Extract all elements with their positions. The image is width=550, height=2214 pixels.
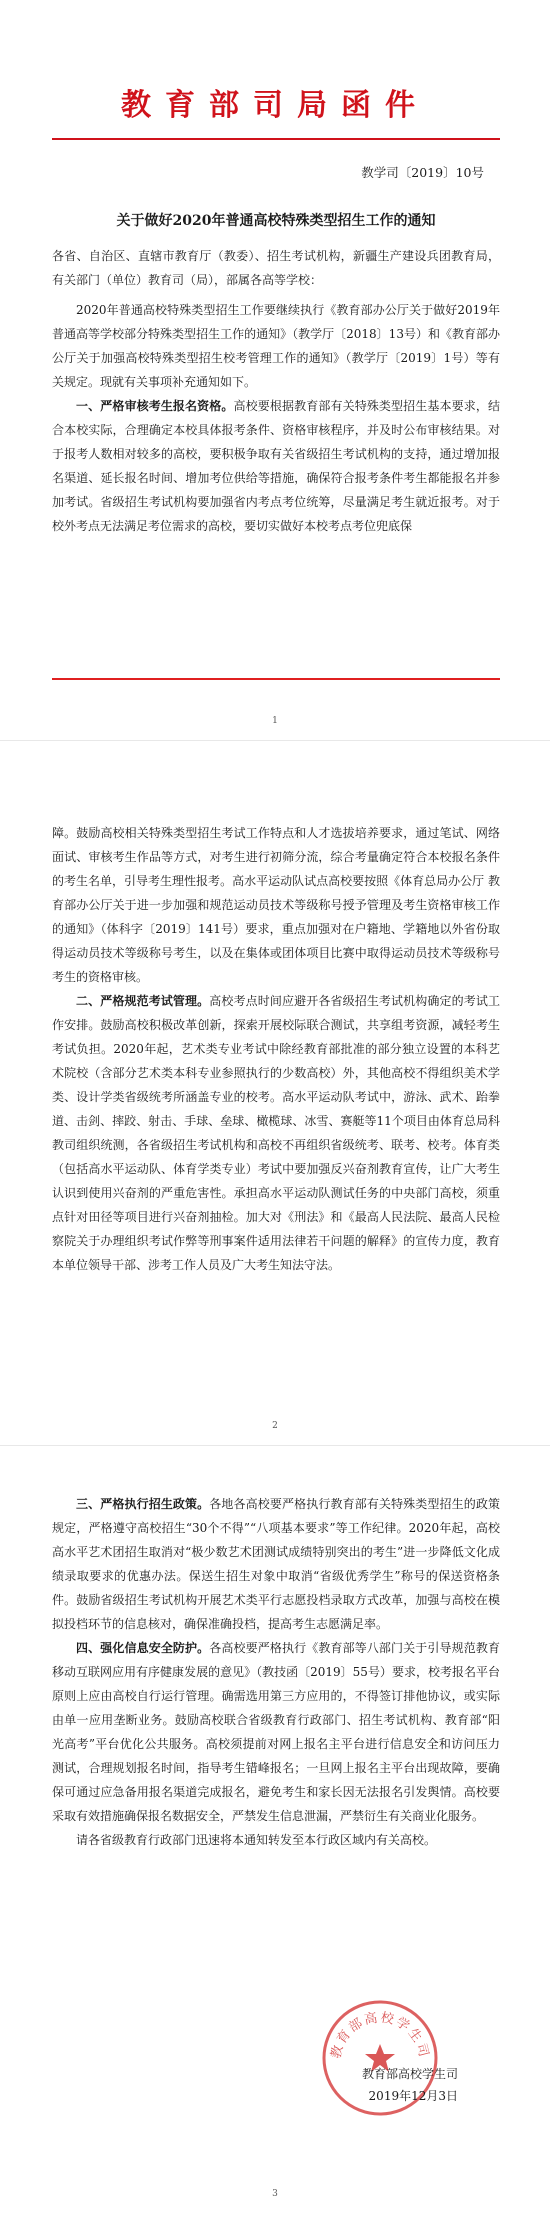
section-1-heading: 一、严格审核考生报名资格。: [76, 399, 234, 413]
highlight-underline: [52, 678, 500, 680]
svg-text:教育部高校学生司: 教育部高校学生司: [328, 2010, 432, 2061]
section-3-heading: 三、严格执行招生政策。: [76, 1497, 210, 1511]
recipients: 各省、自治区、直辖市教育厅（教委）、招生考试机构，新疆生产建设兵团教育局，有关部门（单位）教育司（局），部属各高等学校：: [52, 249, 500, 287]
signature-org: 教育部高校学生司: [361, 2067, 458, 2081]
section-4-heading: 四、强化信息安全防护。: [76, 1641, 210, 1655]
page-3: [0, 1445, 550, 2214]
section-3-text: 各地各高校要严格执行教育部有关特殊类型招生的政策规定，严格遵守高校招生“30个不得”“八项基本要求”等工作纪律。2020年起，高校高水平艺术团招生取消对“极少数艺术团测试成绩特别突出的考生”进一步降低文化成绩录取要求的优惠办法。保送生招生对象中取消“省级优秀学生”称号的保送资格条件。鼓励省级招生考试机构开展艺术类平行志愿投档录取方式改革，加强与高校在模拟投档环节的信息核对，确保准确投档，提高考生志愿满足率。: [52, 1497, 500, 1631]
section-1-paragraph: [52, 394, 500, 538]
section-4-paragraph: [52, 1636, 500, 1828]
page-3-body: [52, 1492, 500, 1852]
page-2-body: [52, 821, 500, 1277]
intro-paragraph: 2020年普通高校特殊类型招生工作要继续执行《教育部办公厅关于做好2019年普通高等学校部分特殊类型招生工作的通知》（教学厅〔2018〕13号）和《教育部办公厅关于加强高校特殊类型招生校考管理工作的通知》（教学厅〔2019〕1号）等有关规定。现就有关事项补充通知如下。: [52, 303, 500, 389]
signature-block: [362, 2063, 458, 2107]
masthead-red-rule: [52, 138, 500, 140]
section-2-paragraph: [52, 989, 500, 1277]
section-1-text: 高校要根据教育部有关特殊类型招生基本要求，结合本校实际，合理确定本校具体报考条件、资格审核程序，并及时公布审核结果。对于报考人数相对较多的高校，要积极争取有关省级招生考试机构的支持，通过增加报名渠道、延长报名时间、增加考位供给等措施，确保符合报考条件考生都能报名并参加考试。省级招生考试机构要加强省内考点考位统筹，尽量满足考生就近报考。对于校外考点无法满足考位需求的高校，要切实做好本校考点考位兜底保: [52, 399, 500, 533]
section-2-text: 高校考点时间应避开各省级招生考试机构确定的考试工作安排。鼓励高校积极改革创新，探索开展校际联合测试，共享组考资源，减轻考生考试负担。2020年起，艺术类专业考试中除经教育部批准的部分独立设置的本科艺术院校（含部分艺术类本科专业参照执行的少数高校）外，其他高校不得组织美术学类、设计学类省级统考所涵盖专业的校考。高水平运动队考试中，游泳、武术、跆拳道、击剑、摔跤、射击、手球、垒球、橄榄球、冰雪、赛艇等11个项目由体育总局科教司组织统测，各省级招生考试机构和高校不再组织省级统考、联考、校考。体育类（包括高水平运动队、体育学类专业）考试中要加强反兴奋剂教育宣传，让广大考生认识到使用兴奋剂的严重危害性。承担高水平运动队测试任务的中央部门高校，须重点针对田径等项目进行兴奋剂抽检。加大对《刑法》和《最高人民法院、最高人民检察院关于办理组织考试作弊等刑事案件适用法律若干问题的解释》的宣传力度，教育本单位领导干部、涉考工作人员及广大考生知法守法。: [52, 994, 500, 1272]
page-number-1: 1: [272, 716, 278, 726]
section-4-text: 各高校要严格执行《教育部等八部门关于引导规范教育移动互联网应用有序健康发展的意见》（教技函〔2019〕55号）要求，校考报名平台原则上应由高校自行运行管理。确需选用第三方应用的，不得签订排他协议，或实际由单一应用垄断业务。鼓励高校联合省级教育行政部门、招生考试机构、教育部“阳光高考”平台优化公共服务。高校须提前对网上报名主平台进行信息安全和访问压力测试，合理规划报名时间，指导考生错峰报名；一旦网上报名主平台出现故障，要确保可通过应急备用报名渠道完成报名，避免考生和家长因无法报名引发舆情。高校要采取有效措施确保报名数据安全，严禁发生信息泄漏，严禁衍生有关商业化服务。: [52, 1641, 500, 1823]
section-2-heading: 二、严格规范考试管理。: [76, 994, 210, 1008]
masthead: 教育部司局函件: [121, 88, 429, 123]
section-1-continued: 障。鼓励高校相关特殊类型招生考试工作特点和人才选拔培养要求，通过笔试、网络面试、审核考生作品等方式，对考生进行初筛分流，综合考量确定符合本校报名条件的考生名单，引导考生理性报考。高水平运动队试点高校要按照《体育总局办公厅 教育部办公厅关于进一步加强和规范运动员技术等级称号授予管理及考生资格审核工作的通知》（体科字〔2019〕141号）要求，重点加强对在户籍地、学籍地以外省份取得运动员技术等级称号考生，以及在集体或团体项目比赛中取得运动员技术等级称号考生的资格审核。: [52, 826, 500, 984]
document-title: 关于做好2020年普通高校特殊类型招生工作的通知: [116, 213, 436, 229]
page-number-3: 3: [272, 2189, 278, 2199]
section-3-paragraph: [52, 1492, 500, 1636]
doc-number: 教学司〔2019〕10号: [361, 165, 484, 180]
signature-date: 2019年12月3日: [368, 2089, 458, 2103]
page-2: [0, 740, 550, 1445]
page-1-body: [52, 244, 500, 538]
closing-paragraph: 请各省级教育行政部门迅速将本通知转发至本行政区域内有关高校。: [76, 1833, 437, 1847]
page-1: [0, 0, 550, 740]
page-number-2: 2: [272, 1421, 278, 1431]
